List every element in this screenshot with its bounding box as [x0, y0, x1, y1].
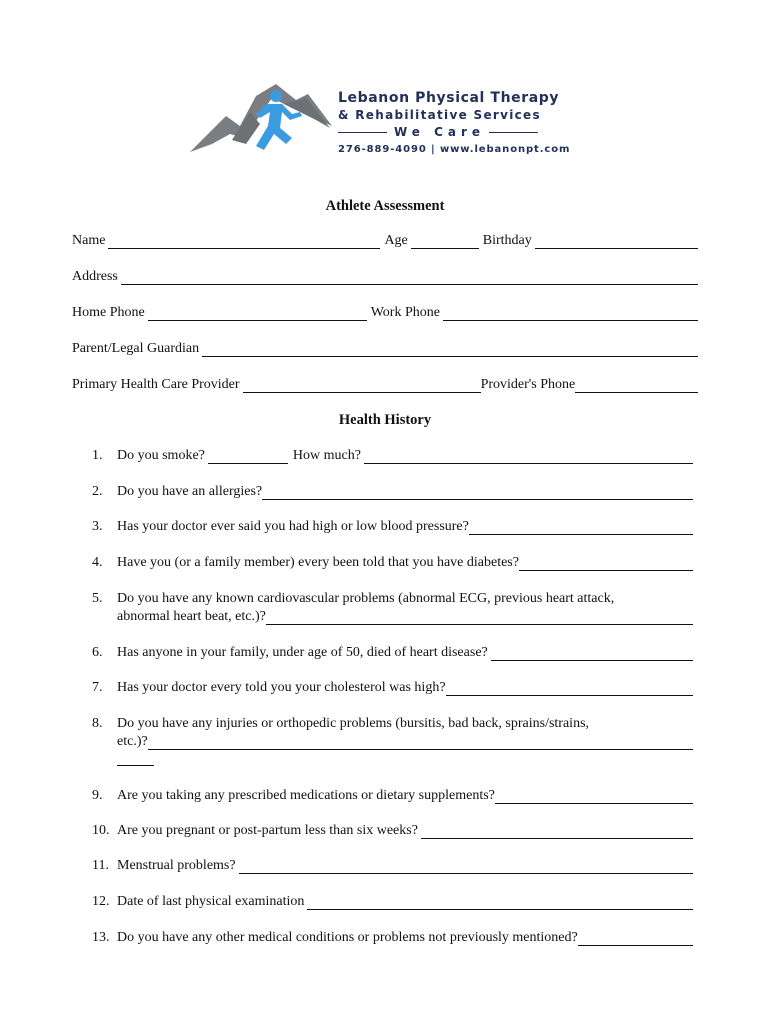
name-field[interactable] — [108, 235, 380, 249]
question-text: Has anyone in your family, under age of 50, died of heart disease? — [117, 645, 488, 660]
question-number: 3. — [92, 519, 103, 534]
question-number: 1. — [92, 448, 103, 463]
answer-field[interactable] — [469, 521, 693, 535]
question-number: 11. — [92, 858, 109, 873]
tagline-rule-left — [338, 132, 387, 133]
question-number: 5. — [92, 591, 103, 606]
name-row — [72, 233, 698, 249]
brand-tagline-row — [338, 125, 538, 139]
question-text: Are you pregnant or post-partum less than six weeks? — [117, 823, 418, 838]
question-text: Has your doctor every told you your cholesterol was high? — [117, 680, 446, 695]
answer-field[interactable] — [262, 486, 693, 500]
answer-field[interactable] — [266, 611, 693, 625]
question-text: Date of last physical examination — [117, 894, 305, 909]
age-field[interactable] — [411, 235, 479, 249]
answer-field[interactable] — [148, 736, 693, 750]
home-phone-field[interactable] — [148, 307, 367, 321]
brand-contact: 276-889-4090 | www.lebanonpt.com — [338, 144, 571, 155]
question-text: Has your doctor ever said you had high or low blood pressure? — [117, 519, 469, 534]
question-number: 10. — [92, 823, 110, 838]
answer-field[interactable] — [239, 860, 693, 874]
answer-field-continued[interactable] — [117, 752, 154, 766]
question-text: Do you have any known cardiovascular problems (abnormal ECG, previous heart attack, — [117, 591, 615, 606]
birthday-label: Birthday — [482, 233, 532, 248]
guardian-field[interactable] — [202, 343, 698, 357]
question-text: Menstrual problems? — [117, 858, 236, 873]
question-number: 7. — [92, 680, 103, 695]
question-text: Do you smoke? — [117, 448, 205, 463]
work-phone-label: Work Phone — [370, 305, 440, 320]
phone-row — [72, 305, 698, 321]
age-label: Age — [384, 233, 408, 248]
question-number: 8. — [92, 716, 103, 731]
provider-phone-field[interactable] — [575, 379, 698, 393]
provider-row — [72, 377, 698, 393]
how-much-field[interactable] — [364, 450, 693, 464]
brand-name: Lebanon Physical Therapy — [338, 90, 560, 106]
address-label: Address — [72, 269, 118, 284]
birthday-field[interactable] — [535, 235, 698, 249]
home-phone-label: Home Phone — [72, 305, 145, 320]
form-title: Athlete Assessment — [325, 198, 445, 214]
answer-field[interactable] — [491, 647, 693, 661]
question-number: 12. — [92, 894, 110, 909]
question-text: Do you have an allergies? — [117, 484, 263, 499]
answer-field[interactable] — [519, 557, 693, 571]
name-label: Name — [72, 233, 106, 248]
guardian-label: Parent/Legal Guardian — [72, 341, 200, 356]
answer-field[interactable] — [307, 896, 693, 910]
brand-subtitle: & Rehabilitative Services — [338, 108, 541, 122]
question-number: 4. — [92, 555, 103, 570]
provider-label: Primary Health Care Provider — [72, 377, 240, 392]
question-number: 6. — [92, 645, 103, 660]
question-text-2: How much? — [292, 448, 361, 463]
question-text-2: etc.)? — [117, 734, 148, 749]
question-number: 13. — [92, 930, 110, 945]
work-phone-field[interactable] — [443, 307, 698, 321]
answer-field[interactable] — [495, 790, 693, 804]
question-text: Do you have any injuries or orthopedic problems (bursitis, bad back, sprains/strains, — [117, 716, 590, 731]
provider-field[interactable] — [243, 379, 481, 393]
tagline-rule-right — [489, 132, 538, 133]
question-number: 2. — [92, 484, 103, 499]
question-number: 9. — [92, 788, 103, 803]
provider-phone-label: Provider's Phone — [480, 377, 576, 392]
question-text: Are you taking any prescribed medications or dietary supplements? — [117, 788, 495, 803]
question-text: Do you have any other medical conditions or problems not previously mentioned? — [117, 930, 578, 945]
answer-field[interactable] — [421, 825, 693, 839]
brand-block — [338, 90, 571, 155]
brand-tagline: We Care — [393, 125, 486, 139]
guardian-row — [72, 341, 698, 357]
address-field[interactable] — [121, 271, 698, 285]
question-text-2: abnormal heart beat, etc.)? — [117, 609, 266, 624]
address-row — [72, 269, 698, 285]
history-title: Health History — [338, 412, 432, 428]
smoke-field[interactable] — [208, 450, 288, 464]
question-text: Have you (or a family member) every been told that you have diabetes? — [117, 555, 519, 570]
answer-field[interactable] — [446, 682, 693, 696]
answer-field[interactable] — [578, 932, 693, 946]
